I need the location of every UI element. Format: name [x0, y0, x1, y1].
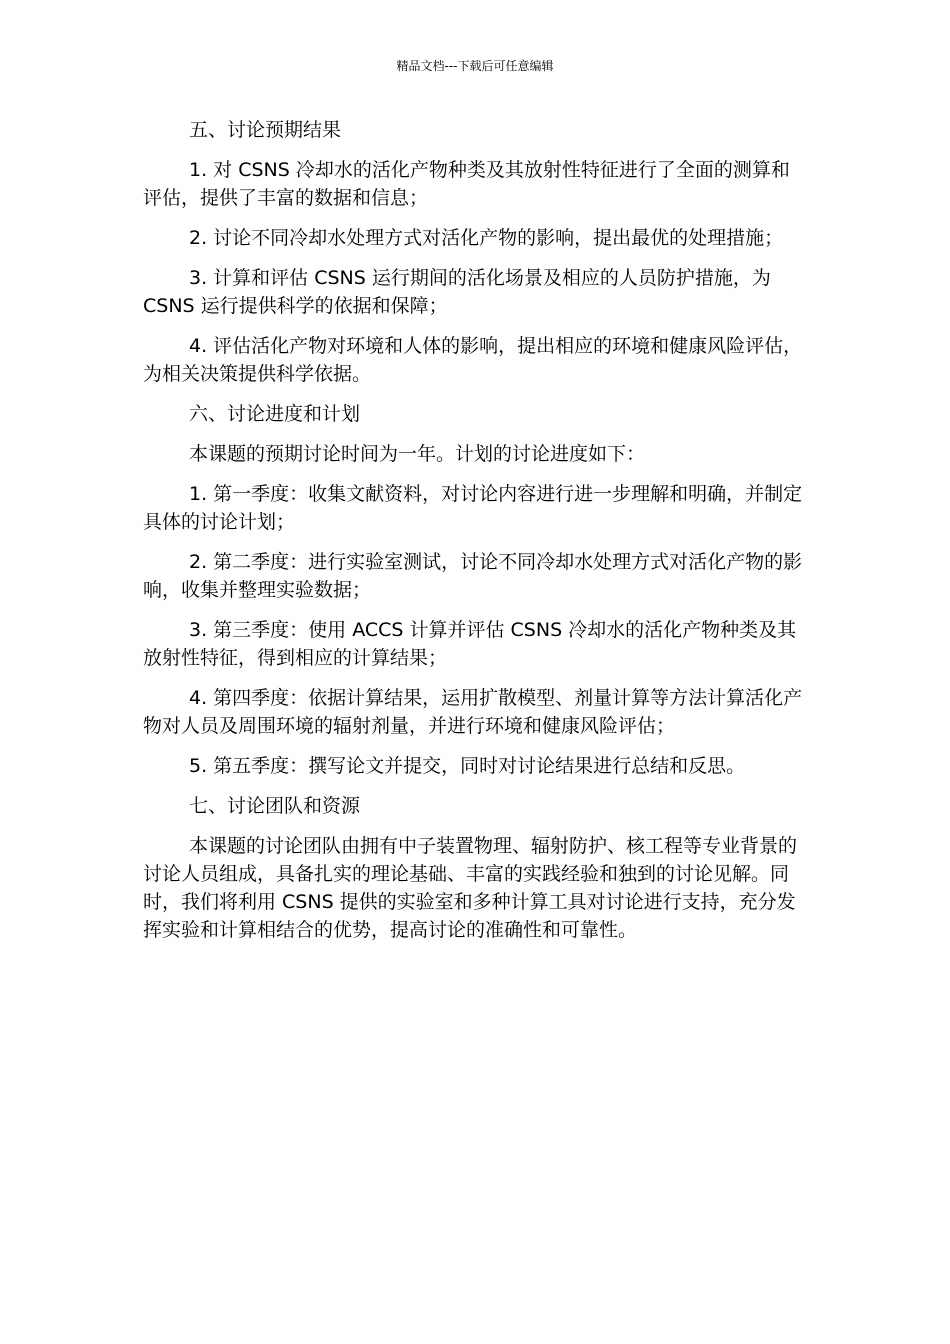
schedule-item-1: 1. 第一季度：收集文献资料，对讨论内容进行进一步理解和明确，并制定具体的讨论计划； [143, 483, 803, 533]
schedule-item-5: 5. 第五季度：撰写论文并提交，同时对讨论结果进行总结和反思。 [189, 755, 746, 777]
schedule-item-3: 3. 第三季度：使用 ACCS 计算并评估 CSNS 冷却水的活化产物种类及其放射性特征，得到相应的计算结果； [143, 619, 797, 669]
expected-result-4: 4. 评估活化产物对环境和人体的影响，提出相应的环境和健康风险评估，为相关决策提供科学依据。 [143, 335, 803, 385]
schedule-item-2: 2. 第二季度：进行实验室测试，讨论不同冷却水处理方式对活化产物的影响，收集并整理实验数据； [143, 551, 803, 601]
schedule-item-4: 4. 第四季度：依据计算结果，运用扩散模型、剂量计算等方法计算活化产物对人员及周围环境的辐射剂量，并进行环境和健康风险评估； [143, 687, 803, 737]
page-header: 精品文档---下载后可任意编辑 [396, 59, 554, 73]
schedule-intro: 本课题的预期讨论时间为一年。计划的讨论进度如下： [189, 443, 646, 465]
team-description: 本课题的讨论团队由拥有中子装置物理、辐射防护、核工程等专业背景的讨论人员组成，具备扎实的理论基础、丰富的实践经验和独到的讨论见解。同时，我们将利用 CSNS 提供的实验室和多种计算工具对讨论进行支持，充分发挥实验和计算相结合的优势，提高讨论的准确性和可靠性。 [143, 835, 798, 941]
document-body [143, 116, 807, 956]
section-heading-7: 七、讨论团队和资源 [189, 795, 361, 817]
expected-result-1: 1. 对 CSNS 冷却水的活化产物种类及其放射性特征进行了全面的测算和评估，提供了丰富的数据和信息； [143, 159, 790, 209]
expected-result-2: 2. 讨论不同冷却水处理方式对活化产物的影响，提出最优的处理措施； [189, 227, 784, 249]
expected-result-3: 3. 计算和评估 CSNS 运行期间的活化场景及相应的人员防护措施，为 CSNS 运行提供科学的依据和保障； [143, 267, 771, 317]
section-heading-6: 六、讨论进度和计划 [189, 403, 361, 425]
section-heading-5: 五、讨论预期结果 [189, 119, 342, 141]
